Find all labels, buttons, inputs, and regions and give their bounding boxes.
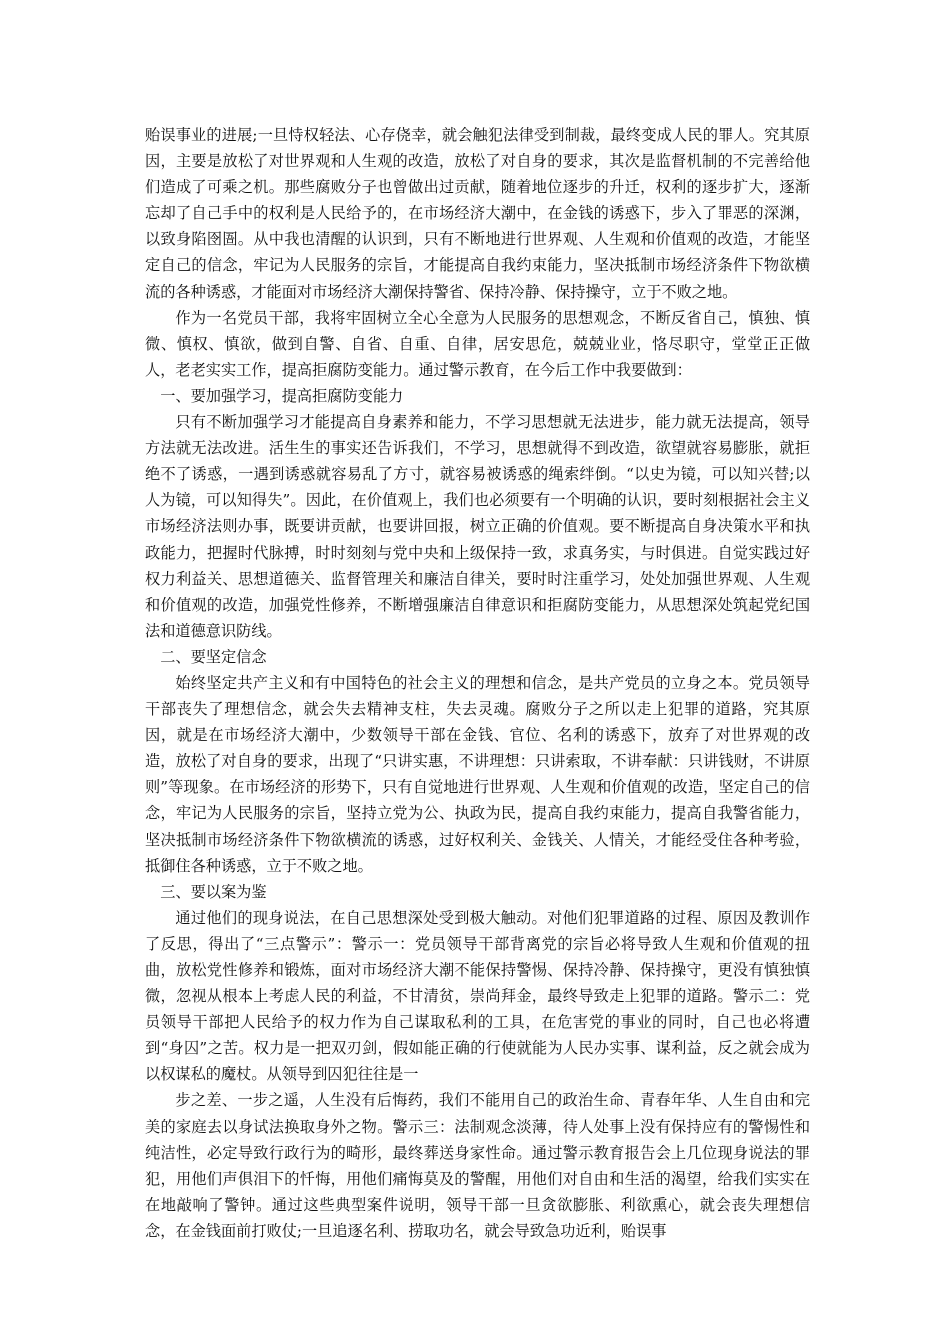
section-heading-study: 一、要加强学习，提高拒腐防变能力 <box>160 386 404 405</box>
document-page <box>145 122 810 1244</box>
section-heading-belief: 二、要坚定信念 <box>160 647 267 666</box>
section-heading-cases: 三、要以案为鉴 <box>160 882 267 901</box>
paragraph-commitment: 作为一名党员干部，我将牢固树立全心全意为人民服务的思想观念，不断反省自己，慎独、慎微、慎权、慎欲，做到自警、自省、自重、自律，居安思危，兢兢业业，恪尽职守，堂堂正正做人，老老实实工作，提高拒腐防变能力。通过警示教育，在今后工作中我要做到： <box>145 308 810 379</box>
paragraph-warning-three: 步之差、一步之遥，人生没有后悔药，我们不能用自己的政治生命、青春年华、人生自由和完美的家庭去以身试法换取身外之物。警示三：法制观念淡薄，待人处事上没有保持应有的警惕性和纯洁性，必定导致行政行为的畸形，最终葬送身家性命。通过警示教育报告会上几位现身说法的罪犯，用他们声俱泪下的忏悔，用他们痛悔莫及的警醒，用他们对自由和生活的渴望，给我们实实在在地敲响了警钟。通过这些典型案件说明，领导干部一旦贪欲膨胀、利欲熏心，就会丧失理想信念，在金钱面前打败仗;一旦追逐名利、捞取功名，就会导致急功近利，贻误事 <box>145 1091 810 1240</box>
paragraph-intro: 贻误事业的进展;一旦恃权轻法、心存侥幸，就会触犯法律受到制裁，最终变成人民的罪人。究其原因，主要是放松了对世界观和人生观的改造，放松了对自身的要求，其次是监督机制的不完善给他们造成了可乘之机。那些腐败分子也曾做出过贡献，随着地位逐步的升迁，权利的逐步扩大，逐渐忘却了自己手中的权利是人民给予的，在市场经济大潮中，在金钱的诱惑下，步入了罪恶的深渊，以致身陷囹圄。从中我也清醒的认识到，只有不断地进行世界观、人生观和价值观的改造，才能坚定自己的信念，牢记为人民服务的宗旨，才能提高自我约束能力，坚决抵制市场经济条件下物欲横流的各种诱惑，才能面对市场经济大潮保持警省、保持冷静、保持操守，立于不败之地。 <box>145 126 810 301</box>
paragraph-cases: 通过他们的现身说法，在自己思想深处受到极大触动。对他们犯罪道路的过程、原因及教训作了反思，得出了“三点警示”：警示一：党员领导干部背离党的宗旨必将导致人生观和价值观的扭曲，放松党性修养和锻炼，面对市场经济大潮不能保持警惕、保持冷静、保持操守，更没有慎独慎微，忽视从根本上考虑人民的利益，不甘清贫，崇尚拜金，最终导致走上犯罪的道路。警示二：党员领导干部把人民给予的权力作为自己谋取私利的工具，在危害党的事业的同时，自己也必将遭到“身囚”之苦。权力是一把双刃剑，假如能正确的行使就能为人民办实事、谋利益，反之就会成为以权谋私的魔杖。从领导到囚犯往往是一 <box>145 908 810 1084</box>
paragraph-belief: 始终坚定共产主义和有中国特色的社会主义的理想和信念，是共产党员的立身之本。党员领导干部丧失了理想信念，就会失去精神支柱，失去灵魂。腐败分子之所以走上犯罪的道路，究其原因，就是在市场经济大潮中，少数领导干部在金钱、官位、名利的诱惑下，放弃了对世界观的改造，放松了对自身的要求，出现了“只讲实惠，不讲理想：只讲索取，不讲奉献：只讲钱财，不讲原则”等现象。在市场经济的形势下，只有自觉地进行世界观、人生观和价值观的改造，坚定自己的信念，牢记为人民服务的宗旨，坚持立党为公、执政为民，提高自我约束能力，提高自我警省能力，坚决抵制市场经济条件下物欲横流的诱惑，过好权利关、金钱关、人情关，才能经受住各种考验，抵御住各种诱惑，立于不败之地。 <box>145 673 810 875</box>
paragraph-study: 只有不断加强学习才能提高自身素养和能力，不学习思想就无法进步，能力就无法提高，领导方法就无法改进。活生生的事实还告诉我们，不学习，思想就得不到改造，欲望就容易膨胀，就拒绝不了诱惑，一遇到诱惑就容易乱了方寸，就容易被诱惑的绳索绊倒。“以史为镜，可以知兴替;以人为镜，可以知得失”。因此，在价值观上，我们也必须要有一个明确的认识，要时刻根据社会主义市场经济法则办事，既要讲贡献，也要讲回报，树立正确的价值观。要不断提高自身决策水平和执政能力，把握时代脉搏，时时刻刻与党中央和上级保持一致，求真务实，与时俱进。自觉实践过好权力利益关、思想道德关、监督管理关和廉洁自律关，要时时注重学习，处处加强世界观、人生观和价值观的改造，加强党性修养，不断增强廉洁自律意识和拒腐防变能力，从思想深处筑起党纪国法和道德意识防线。 <box>145 413 810 640</box>
